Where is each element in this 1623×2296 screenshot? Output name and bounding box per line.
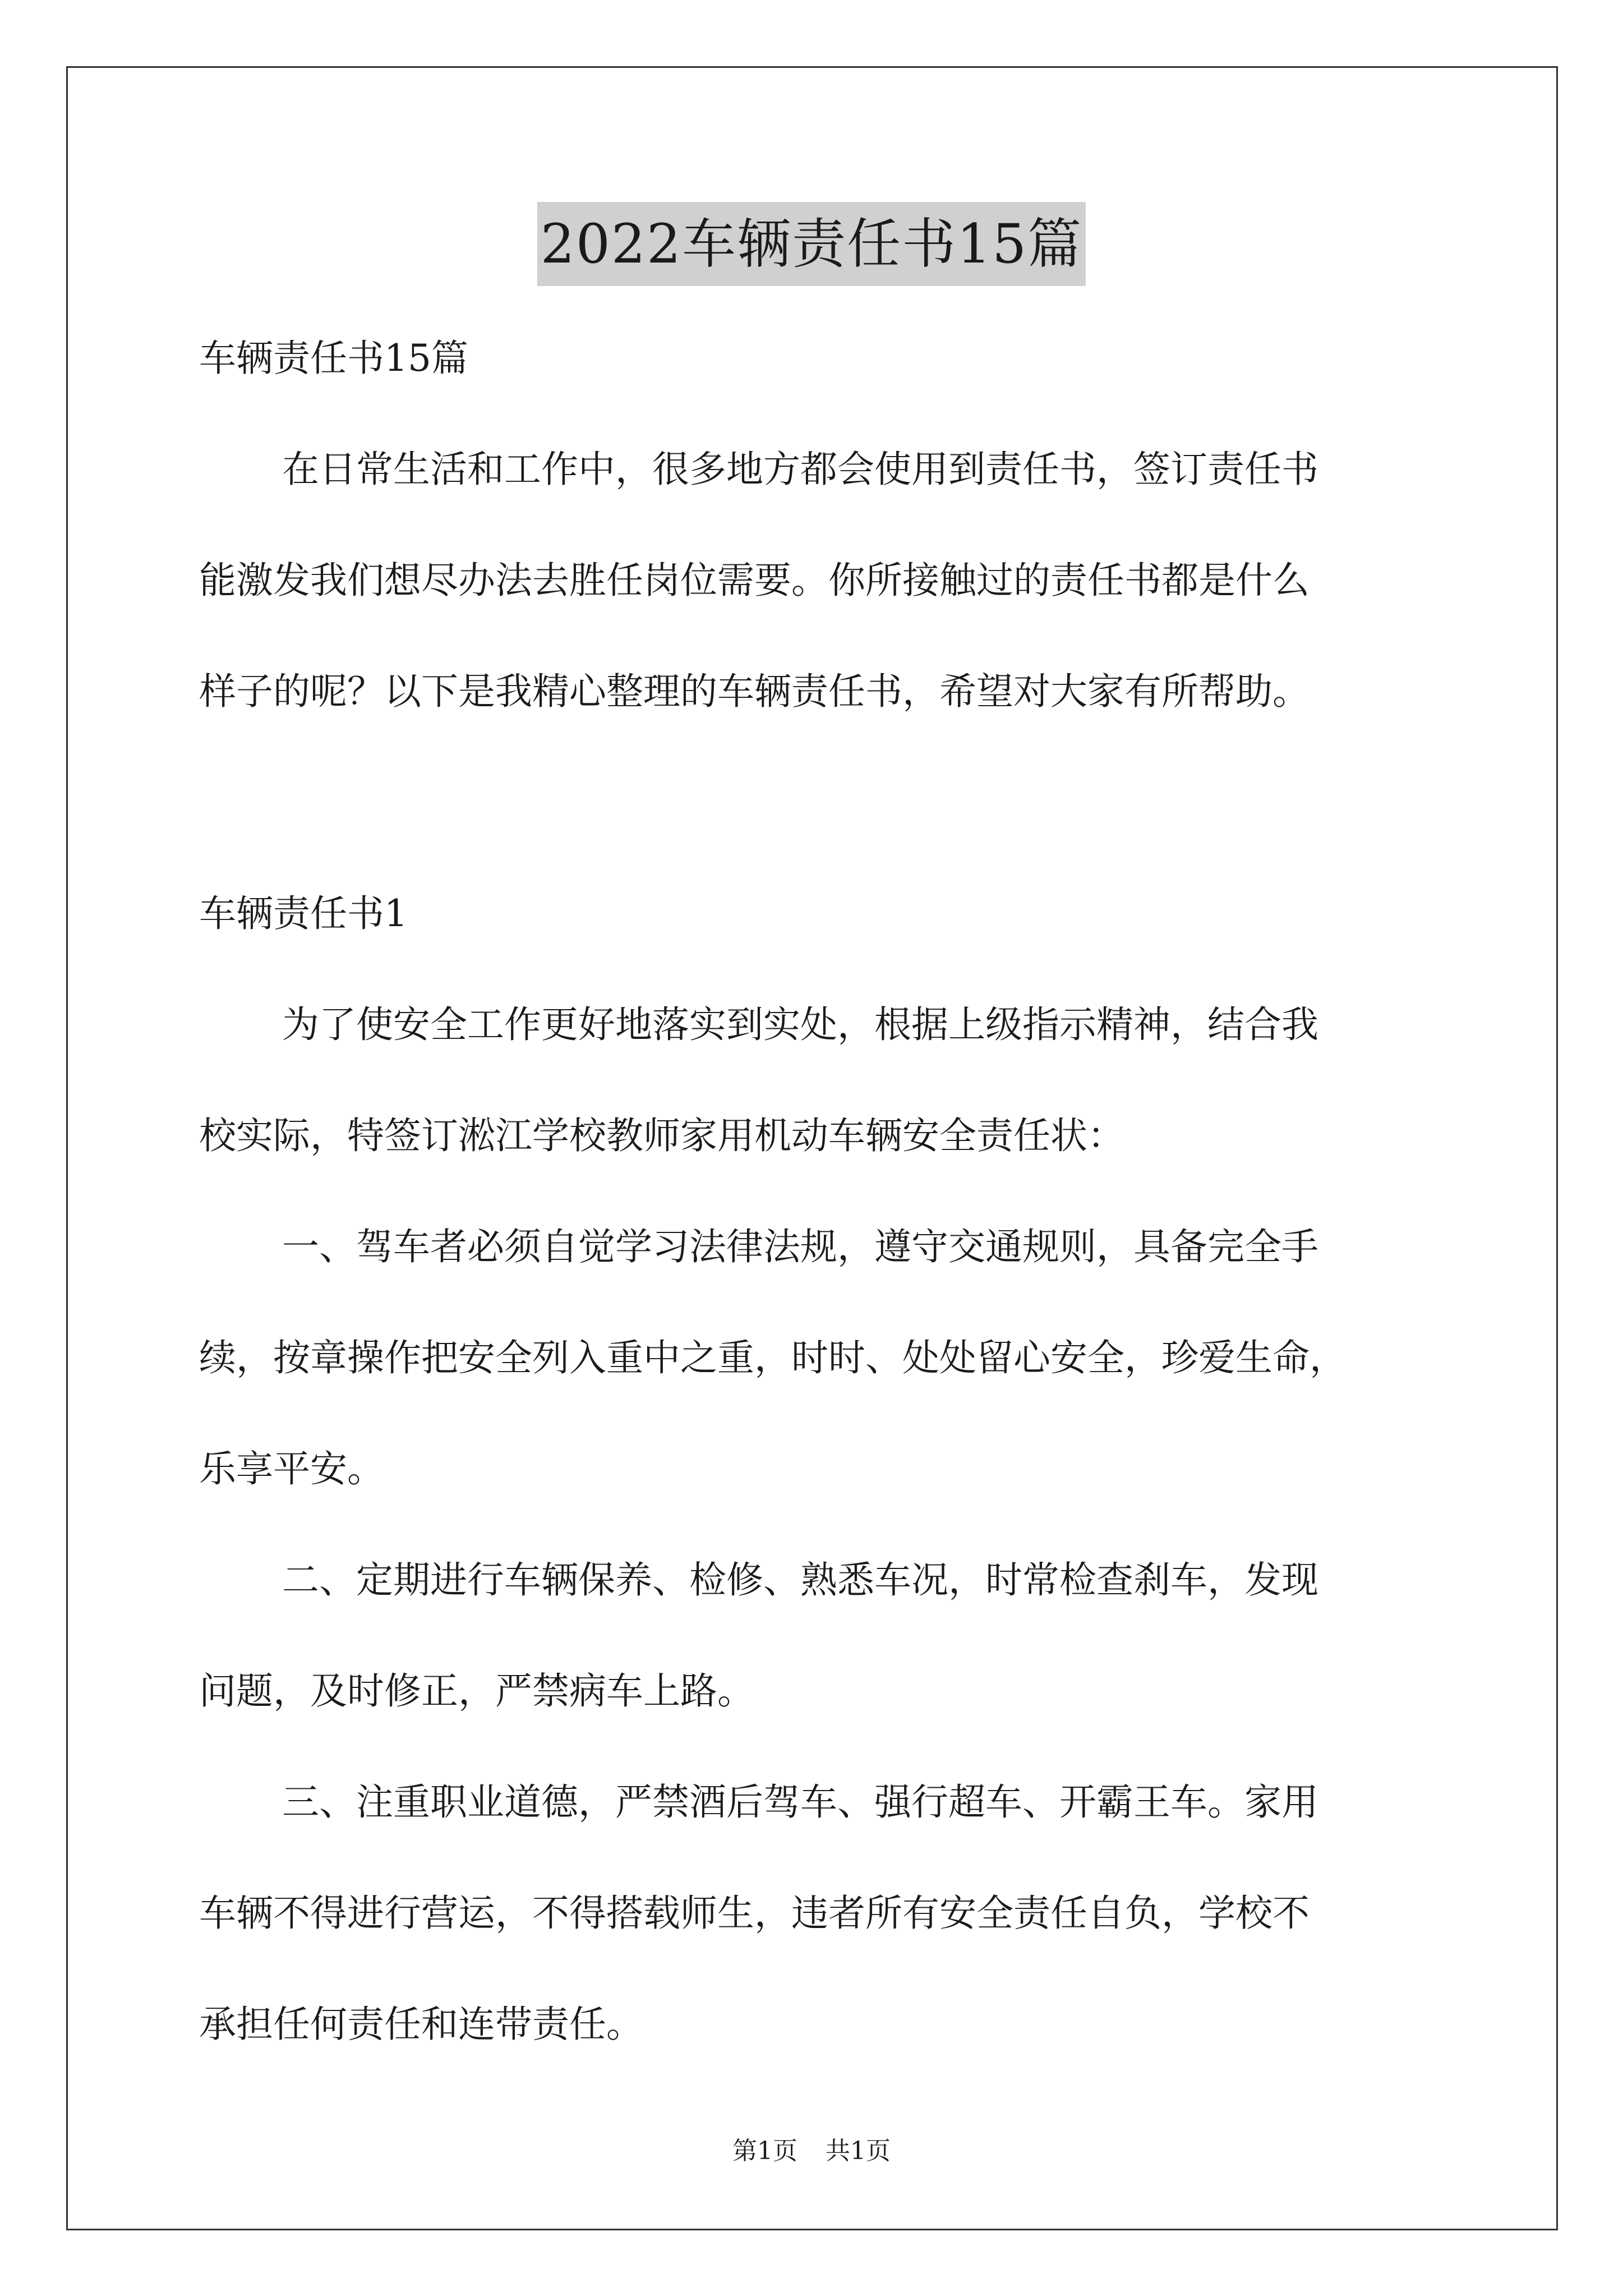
item1-line-3: 乐享平安。 xyxy=(199,1447,384,1490)
item2-line-2: 问题，及时修正，严禁病车上路。 xyxy=(199,1669,754,1713)
title-area xyxy=(0,202,1623,286)
subtitle-line: 车辆责任书15篇 xyxy=(199,337,468,380)
item1-line-2: 续，按章操作把安全列入重中之重，时时、处处留心安全，珍爱生命， xyxy=(199,1336,1347,1379)
page-total: 共1页 xyxy=(826,2137,891,2165)
para1-line-2: 校实际，特签订淞江学校教师家用机动车辆安全责任状： xyxy=(199,1114,1124,1157)
section-heading: 车辆责任书1 xyxy=(199,892,408,935)
item2-line-1: 二、定期进行车辆保养、检修、熟悉车况，时常检查刹车，发现 xyxy=(282,1558,1318,1602)
item3-line-2: 车辆不得进行营运，不得搭载师生，违者所有安全责任自负，学校不 xyxy=(199,1892,1310,1935)
page-footer xyxy=(0,2134,1623,2168)
intro-line-3: 样子的呢？以下是我精心整理的车辆责任书，希望对大家有所帮助。 xyxy=(199,670,1310,713)
intro-line-2: 能激发我们想尽办法去胜任岗位需要。你所接触过的责任书都是什么 xyxy=(199,559,1310,602)
item1-line-1: 一、驾车者必须自觉学习法律法规，遵守交通规则，具备完全手 xyxy=(282,1225,1318,1268)
para1-line-1: 为了使安全工作更好地落实到实处，根据上级指示精神，结合我 xyxy=(282,1003,1318,1046)
item3-line-1: 三、注重职业道德，严禁酒后驾车、强行超车、开霸王车。家用 xyxy=(282,1780,1318,1824)
document-body xyxy=(199,303,1438,2080)
document-title: 2022车辆责任书15篇 xyxy=(537,202,1086,286)
item3-line-3: 承担任何责任和连带责任。 xyxy=(199,2003,643,2046)
page-number: 第1页 xyxy=(732,2137,797,2165)
intro-line-1: 在日常生活和工作中，很多地方都会使用到责任书，签订责任书 xyxy=(282,448,1318,491)
